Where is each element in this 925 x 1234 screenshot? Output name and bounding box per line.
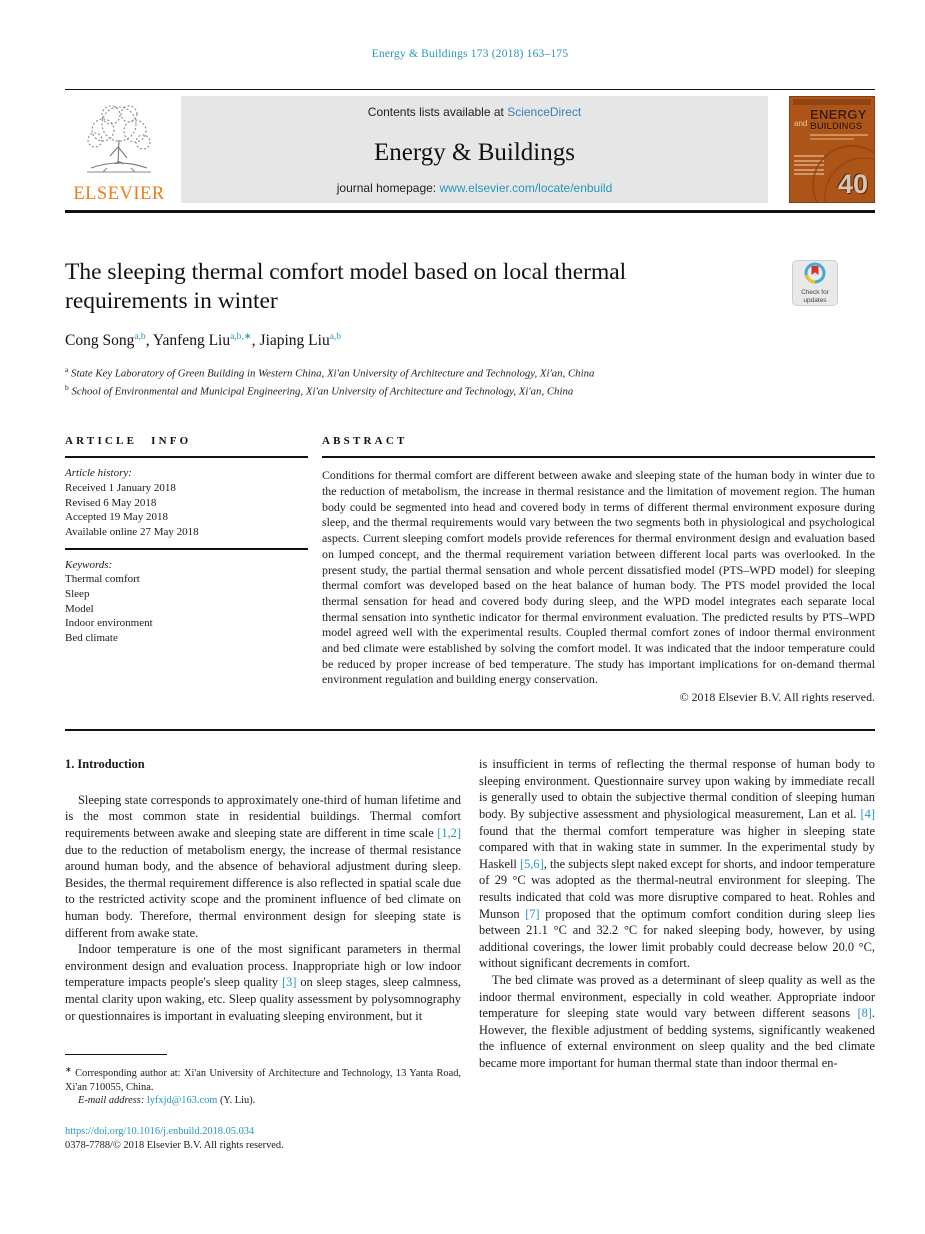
corresponding-author-note	[65, 1063, 461, 1094]
paragraph-text: due to the reduction of metabolism energy, the increase of thermal resistance around human body, and the absence of behavioral adjustment during sleep. Besides, the thermal requirement difference is also reflected in spatial scale due to the restricted activity scope and the prominent influence of bed climate on human body. Therefore, thermal environment design for sleeping state is different from awake state.	[65, 842, 461, 940]
cover-subtitle-line2	[810, 138, 854, 140]
abstract-column	[322, 435, 875, 705]
paragraph-text: Indoor temperature is one of the most significant parameters in thermal environment design and evaluation process. Inappropriate high or low indoor temperature impacts people's sleep quality	[65, 942, 461, 990]
elsevier-tree-icon	[77, 98, 161, 185]
author-affiliation-sup: a,b,∗	[230, 332, 252, 342]
body-paragraph	[65, 941, 461, 1024]
author-affiliation-sup: a,b	[134, 332, 146, 342]
homepage-line	[181, 181, 768, 195]
article-history-label: Article history:	[65, 467, 132, 480]
journal-cover-thumbnail[interactable]	[789, 96, 875, 203]
footnote-marker: ∗	[65, 1065, 72, 1075]
article-info-column	[65, 435, 322, 705]
footnote-block	[65, 1054, 461, 1108]
citation-ref[interactable]: [5,6]	[519, 856, 544, 871]
keyword-item: Indoor environment	[65, 617, 153, 630]
keyword-item: Sleep	[65, 588, 90, 600]
affiliation: $^b$ School of Environmental and Municipal Engineering, Xi'an University of Architecture and Technology, Xi'an, China	[65, 382, 574, 398]
check-for-updates-badge[interactable]	[792, 260, 838, 306]
keyword-item: Thermal comfort	[65, 573, 140, 586]
cover-anniversary-number: 40	[837, 169, 868, 199]
paragraph-text: . However, the flexible adjustment of bedding systems, significantly weakened the influence of external environment on sleep quality and the bed climate became more important for human thermal state than indoor thermal en-	[479, 1006, 875, 1070]
author-list: Cong Song$^{a,b}$, Yanfeng Liu$^{a,b,∗}$, Jiaping Liu$^{a,b}$	[65, 332, 342, 350]
cover-subtitle-line	[810, 134, 868, 136]
sciencedirect-link[interactable]: ScienceDirect	[507, 105, 582, 119]
article-title: The sleeping thermal comfort model based on local thermal requirements in winter	[65, 259, 627, 314]
body-paragraph	[479, 972, 875, 1072]
abstract-rule	[322, 456, 875, 458]
article-info-rule	[65, 456, 308, 458]
keywords-label: Keywords:	[65, 558, 113, 571]
body-column-left	[65, 756, 461, 1153]
homepage-url-link[interactable]: www.elsevier.com/locate/enbuild	[439, 181, 613, 195]
email-label: E-mail address:	[78, 1095, 145, 1107]
history-item: Received 1 January 2018	[65, 481, 176, 494]
article-history-items	[65, 481, 308, 539]
keywords-block	[65, 558, 308, 646]
issn-copyright-line: 0378-7788/© 2018 Elsevier B.V. All rights reserved.	[65, 1139, 284, 1151]
body-paragraph	[65, 792, 461, 941]
elsevier-logo[interactable]	[65, 96, 181, 203]
abstract-text: Conditions for thermal comfort are different between awake and sleeping state of the human body in winter due to the reduction of metabolism, the increase in thermal resistance and the limitation of movement region. The human body could be segmented into head and covered body in terms of different thermal environment exposure during sleep, and the thermal requirements would vary between the two segments both in physiological and psychological aspects. Current sleeping comfort models provide references for thermal environment design and evaluation based on lumped concept, and the thermal requirement variation between different local parts was overlooked. In the present study, the partial thermal sensation and whole percent dissatisfied model (PTS–WPD model) for sleeping thermal comfort was developed based on the heat balance of human body. The PTS model provided the local thermal sensation for head and covered body during sleep, and the WPD model integrates each separate local thermal sensation into synthetic indicator for thermal environment evaluation. The predicted results by PTS–WPD model agreed well with the experimental results. Coupled thermal comfort zones of indoor thermal environment and bed climate were established by solving the comfort model. It was indicated that the indoor temperature could be reduced by proper increase of bed temperature. The study has important implications for on-demand thermal environment regulation and building energy conservation.	[322, 468, 875, 687]
author-affiliation-sup: a,b	[329, 332, 342, 342]
affiliation: $^a$ State Key Laboratory of Green Building in Western China, Xi'an University of Architecture and Technology, Xi'an, China	[65, 365, 595, 380]
cover-top-strip	[793, 99, 871, 105]
paragraph-text: is insufficient in terms of reflecting the thermal response of human body to sleeping environment. Questionnaire survey upon waking by immediate recall is generally used to obtain the subjective thermal condition of sleeping human body. By subjective assessment and physiological measurement, Lan et al.	[479, 757, 875, 821]
section-1-heading: 1. Introduction	[65, 757, 145, 772]
email-suffix: (Y. Liu).	[217, 1095, 256, 1107]
homepage-prefix: journal homepage:	[336, 181, 440, 195]
check-badge-label-2: updates	[803, 296, 827, 304]
keyword-item: Model	[65, 602, 94, 615]
check-badge-label-1: Check for	[801, 289, 829, 297]
abstract-copyright: © 2018 Elsevier B.V. All rights reserved.	[679, 690, 875, 705]
author-name: Jiaping Liu$^{a,b}$	[259, 332, 342, 350]
body-paragraph	[479, 756, 875, 972]
author-name: Yanfeng Liu$^{a,b,∗}$	[152, 332, 252, 350]
contents-line	[181, 105, 768, 119]
history-item: Revised 6 May 2018	[65, 496, 157, 509]
keyword-item: Bed climate	[65, 631, 118, 644]
author-name: Cong Song$^{a,b}$	[65, 332, 146, 350]
masthead	[65, 96, 875, 203]
journal-title: Energy & Buildings	[374, 139, 575, 166]
keywords-items	[65, 572, 308, 645]
paragraph-text: , the subjects slept naked except for shorts, and indoor temperature of 29 °C was adopted as the thermal-neutral environment for sleeping. The results indicated that cold was more disruptive compared to heat. Rohles and Munson	[479, 856, 875, 921]
history-item: Available online 27 May 2018	[65, 525, 199, 538]
citation-ref[interactable]: [3]	[282, 975, 297, 990]
footnote-rule	[65, 1054, 167, 1055]
running-head-citation: Energy & Buildings 173 (2018) 163–175	[371, 48, 569, 60]
elsevier-wordmark: ELSEVIER	[73, 184, 165, 204]
masthead-bottom-rule	[65, 210, 875, 213]
keywords-rule	[65, 548, 308, 550]
paragraph-text: The bed climate was proved as a determinant of sleep quality as well as the indoor thermal environment, especially in cold weather. Appropriate indoor temperature for sleeping state would vary between different seasons	[479, 972, 875, 1021]
cover-and-word: and	[794, 119, 808, 128]
cover-title-energy: ENERGY	[810, 107, 867, 122]
paragraph-text: found that the thermal comfort temperature was higher in sleeping state compared with that in waking state in summer. In the experimental study by Haskell	[479, 823, 875, 871]
abstract-heading: ABSTRACT	[322, 435, 408, 448]
contents-prefix: Contents lists available at	[367, 105, 508, 119]
citation-ref[interactable]: [7]	[525, 906, 540, 921]
history-item: Accepted 19 May 2018	[65, 511, 168, 524]
left-paragraphs	[65, 792, 461, 1024]
crossmark-icon	[804, 262, 826, 289]
paragraph-text: proposed that the optimum comfort condition during sleep lies between 21.1 °C and 32.2 °C for naked sleeping body, however, by using additional coverings, the lower limit probably could decrease below 20.0 °C, without significant decrements in comfort.	[479, 906, 876, 971]
affiliation-list	[65, 363, 875, 398]
right-paragraphs	[479, 756, 875, 1071]
footnote-text: Corresponding author at: Xi'an University of Architecture and Technology, 13 Yanta Road, Xi'an 710055, China.	[65, 1068, 461, 1093]
citation-ref[interactable]: [4]	[860, 806, 875, 821]
paragraph-text: on sleep stages, sleep calmness, mental clarity upon waking, etc. Sleep quality assessment by polysomnography or questionnaires is important in evaluating sleeping environment, but it	[65, 975, 461, 1023]
journal-banner	[181, 96, 768, 203]
email-note	[65, 1094, 461, 1108]
citation-ref[interactable]: [8]	[857, 1006, 872, 1021]
email-link[interactable]: lyfxjd@163.com	[144, 1095, 218, 1107]
paragraph-text: Sleeping state corresponds to approximately one-third of human lifetime and is the most common state in residential buildings. Thermal comfort requirements between awake and sleeping state are different in time scale	[65, 792, 461, 840]
abstract-bottom-rule	[65, 729, 875, 731]
body-column-right	[479, 756, 875, 1153]
citation-ref[interactable]: [1,2]	[437, 825, 461, 840]
doi-block	[65, 1125, 461, 1153]
article-history	[65, 466, 308, 539]
article-info-heading: ARTICLE INFO	[65, 435, 192, 448]
cover-title-buildings: BUILDINGS	[810, 121, 863, 132]
doi-link[interactable]: https://doi.org/10.1016/j.enbuild.2018.05.034	[65, 1125, 255, 1137]
top-rule	[65, 89, 875, 90]
